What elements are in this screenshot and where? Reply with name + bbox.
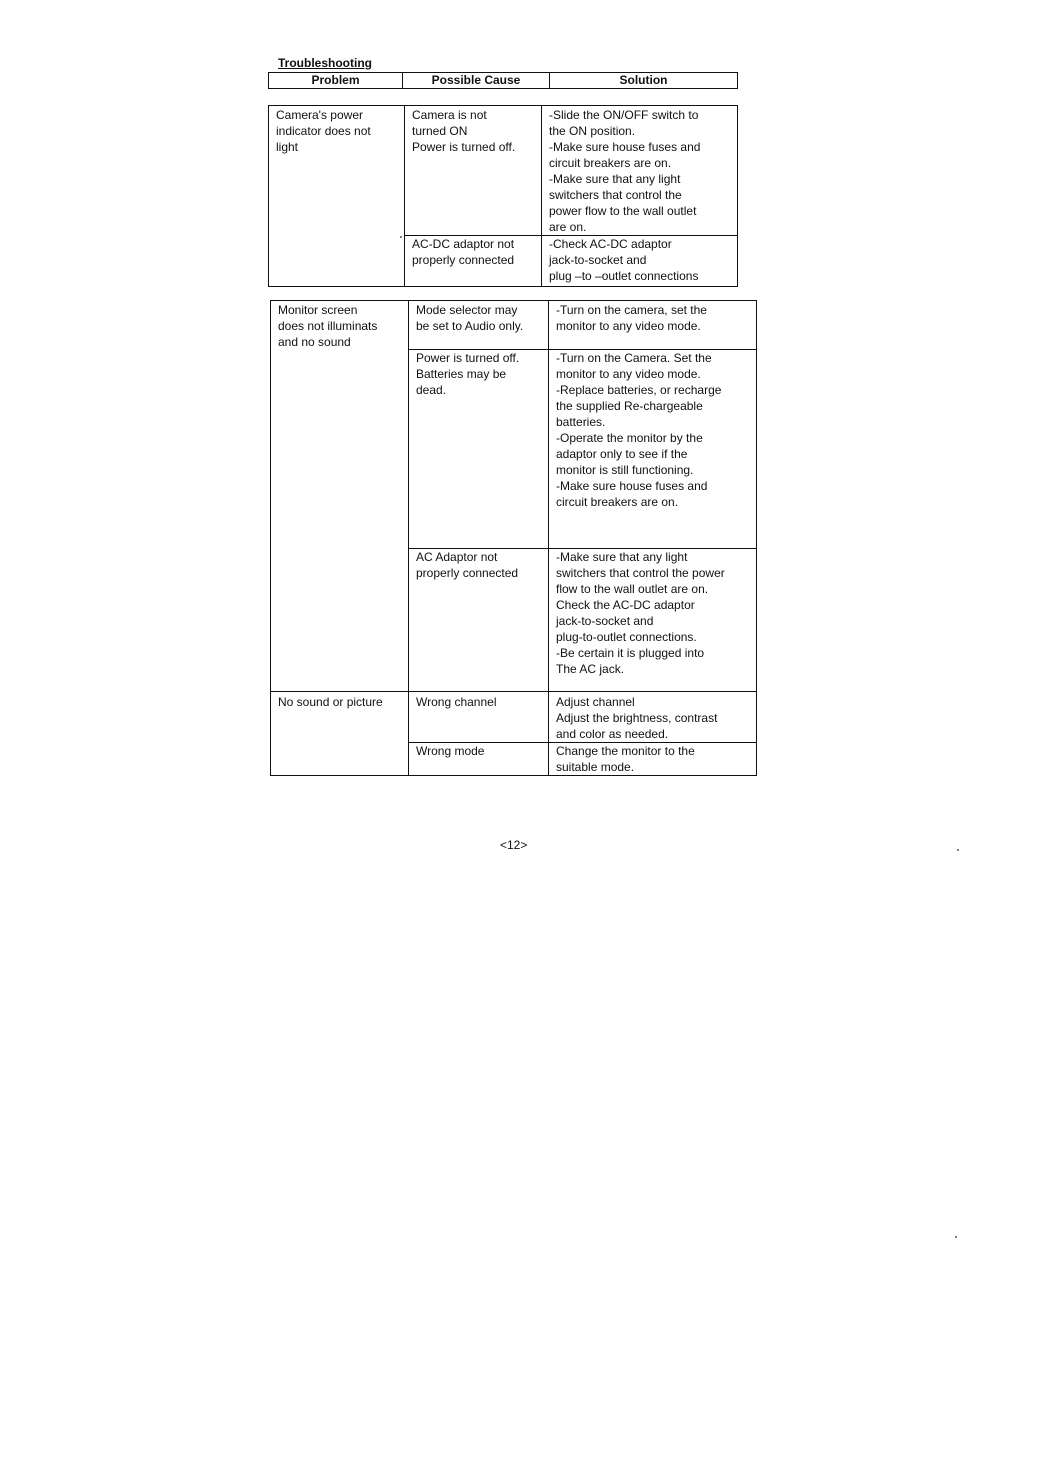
page-number: <12> xyxy=(500,838,528,852)
column-header-cause: Possible Cause xyxy=(403,73,550,89)
column-header-problem: Problem xyxy=(269,73,403,89)
cause-cell: Camera is not turned ON Power is turned off. xyxy=(405,106,542,236)
solution-cell: -Turn on the Camera. Set the monitor to any video mode. -Replace batteries, or recharge the supplied Re-chargeable batteries. -Operate the monitor by the adaptor only to see if the monitor is still functioning. -Make sure house fuses and circuit breakers are on. xyxy=(549,350,757,549)
cause-cell: Mode selector may be set to Audio only. xyxy=(409,301,549,350)
scan-speck xyxy=(957,849,959,851)
cause-cell: AC Adaptor not properly connected xyxy=(409,549,549,692)
cause-cell: Power is turned off. Batteries may be dead. xyxy=(409,350,549,549)
solution-cell: -Make sure that any light switchers that control the power flow to the wall outlet are on. Check the AC-DC adaptor jack-to-socket and plug-to-outlet connections. -Be certain it is plugged into The AC jack. xyxy=(549,549,757,692)
cause-cell: AC-DC adaptor not properly connected xyxy=(405,236,542,287)
problem-cell: Monitor screen does not illuminats and no sound xyxy=(271,301,409,692)
solution-cell: Adjust channel Adjust the brightness, contrast and color as needed. xyxy=(549,692,757,743)
troubleshooting-table-power xyxy=(268,105,738,287)
table-row xyxy=(271,692,757,743)
scan-speck xyxy=(400,236,402,238)
table-header xyxy=(268,72,738,89)
solution-cell: -Slide the ON/OFF switch to the ON position. -Make sure house fuses and circuit breakers are on. -Make sure that any light switchers that control the power flow to the wall outlet are on. xyxy=(542,106,738,236)
cause-cell: Wrong mode xyxy=(409,743,549,776)
page-title: Troubleshooting xyxy=(278,56,372,70)
troubleshooting-table-monitor xyxy=(270,300,757,776)
solution-cell: -Check AC-DC adaptor jack-to-socket and plug –to –outlet connections xyxy=(542,236,738,287)
column-header-solution: Solution xyxy=(550,73,738,89)
scan-speck xyxy=(955,1236,957,1238)
cause-cell: Wrong channel xyxy=(409,692,549,743)
problem-cell: No sound or picture xyxy=(271,692,409,776)
table-row xyxy=(269,106,738,236)
problem-cell: Camera's power indicator does not light xyxy=(269,106,405,287)
table-row xyxy=(271,301,757,350)
solution-cell: Change the monitor to the suitable mode. xyxy=(549,743,757,776)
solution-cell: -Turn on the camera, set the monitor to any video mode. xyxy=(549,301,757,350)
